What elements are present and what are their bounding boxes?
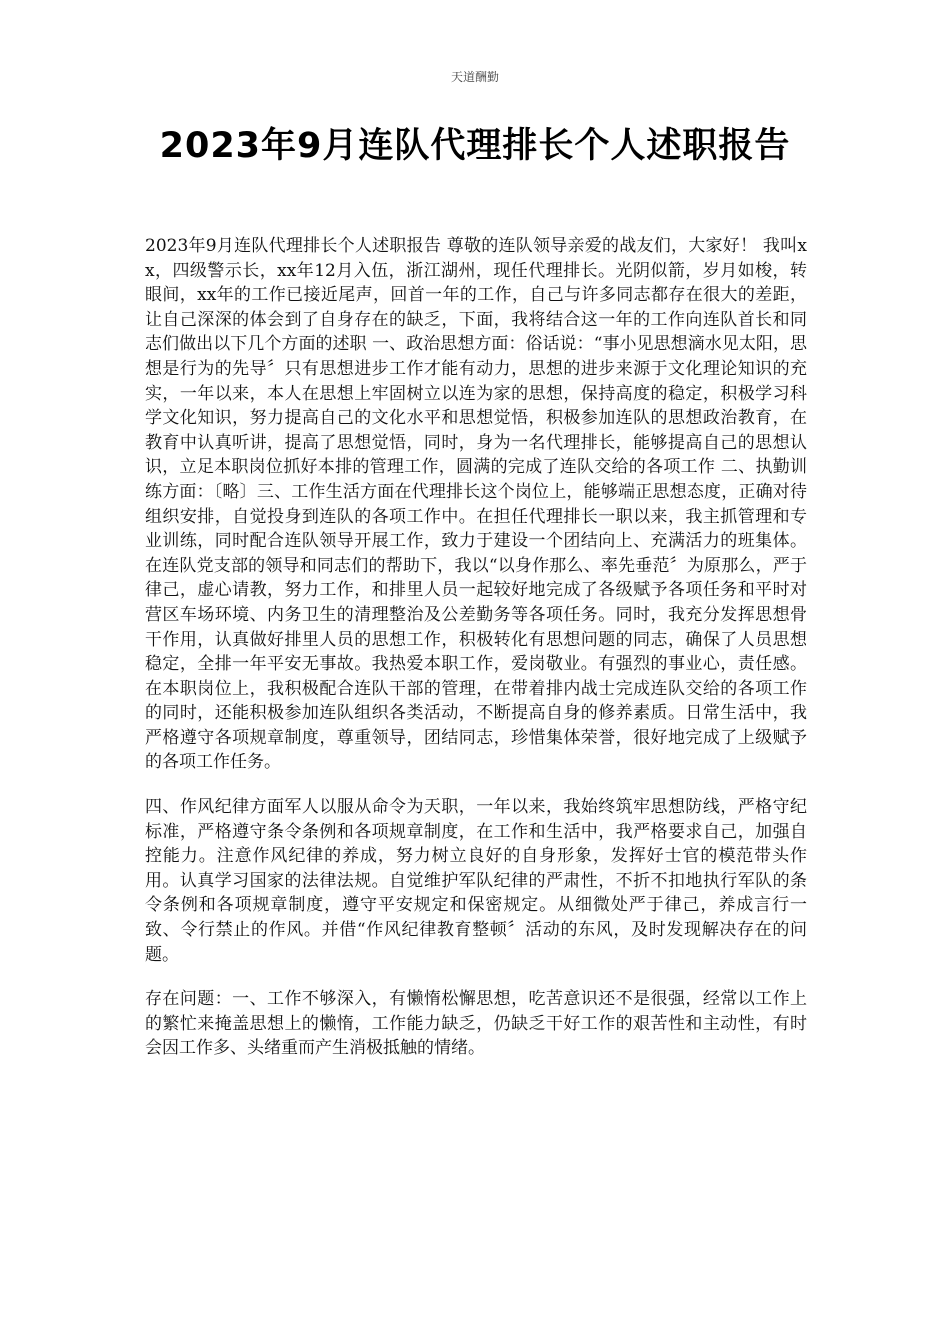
paragraph: 存在问题：一、工作不够深入，有懒惰松懈思想，吃苦意识还不是很强，经常以工作上的繁忙来掩盖思想上的懒惰，工作能力缺乏，仍缺乏干好工作的艰苦性和主动性，有时会因工作多、头绪重而产生消极抵触的情绪。 bbox=[145, 989, 807, 1059]
paragraph: 2023年9月连队代理排长个人述职报告 尊敬的连队领导亲爱的战友们，大家好！ 我叫xx，四级警示长，xx年12月入伍，浙江湖州，现任代理排长。光阴似箭，岁月如梭，转眼间，xx年的工作已接近尾声，回首一年的工作，自己与许多同志都存在很大的差距，让自己深深的体会到了自身存在的缺乏，下面，我将结合这一年的工作向连队首长和同志们做出以下几个方面的述职 一、政治思想方面：俗话说：“事小见思想滴水见太阳，思想是行为的先导〞只有思想进步工作才能有动力，思想的进步来源于文化理论知识的充实，一年以来，本人在思想上牢固树立以连为家的思想，保持高度的稳定，积极学习科学文化知识，努力提高自己的文化水平和思想觉悟，积极参加连队的思想政治教育，在教育中认真听讲，提高了思想觉悟，同时，身为一名代理排长，能够提高自己的思想认识，立足本职岗位抓好本排的管理工作，圆满的完成了连队交给的各项工作 二、执勤训练方面：〔略〕三、工作生活方面在代理排长这个岗位上，能够端正思想态度，正确对待组织安排，自觉投身到连队的各项工作中。在担任代理排长一职以来，我主抓管理和专业训练，同时配合连队领导开展工作，致力于建设一个团结向上、充满活力的班集体。在连队党支部的领导和同志们的帮助下，我以“以身作那么、率先垂范〞为原那么，严于律己，虚心请教，努力工作，和排里人员一起较好地完成了各级赋予各项任务和平时对营区车场环境、内务卫生的清理整治及公差勤务等各项任务。同时，我充分发挥思想骨干作用，认真做好排里人员的思想工作，积极转化有思想问题的同志，确保了人员思想稳定，全排一年平安无事故。我热爱本职工作，爱岗敬业。有强烈的事业心，责任感。在本职岗位上，我积极配合连队干部的管理，在带着排内战士完成连队交给的各项工作的同时，还能积极参加连队组织各类活动，不断提高自身的修养素质。日常生活中，我严格遵守各项规章制度，尊重领导，团结同志，珍惜集体荣誉，很好地完成了上级赋予的各项工作任务。 bbox=[145, 236, 807, 773]
header-note: 天道酬勤 bbox=[450, 70, 499, 84]
document-body bbox=[145, 234, 807, 1081]
paragraph: 四、作风纪律方面军人以服从命令为天职，一年以来，我始终筑牢思想防线，严格守纪标准，严格遵守条令条例和各项规章制度，在工作和生活中，我严格要求自己，加强自控能力。注意作风纪律的养成，努力树立良好的自身形象，发挥好士官的模范带头作用。认真学习国家的法律法规。自觉维护军队纪律的严肃性，不折不扣地执行军队的条令条例和各项规章制度，遵守平安规定和保密规定。从细微处严于律己，养成言行一致、令行禁止的作风。并借“作风纪律教育整顿〞活动的东风，及时发现解决存在的问题。 bbox=[145, 797, 807, 965]
document-title: 2023年9月连队代理排长个人述职报告 bbox=[159, 126, 791, 166]
